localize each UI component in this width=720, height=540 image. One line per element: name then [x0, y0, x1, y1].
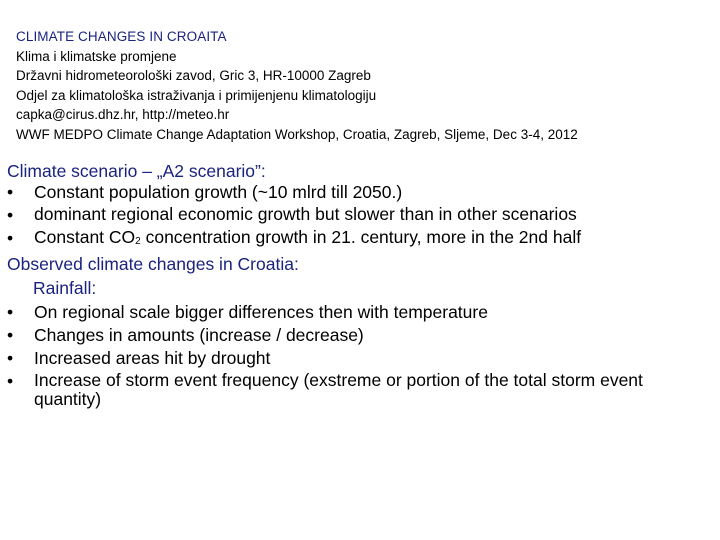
main-content — [7, 161, 707, 409]
list-item — [7, 302, 707, 323]
list-item — [7, 371, 707, 409]
list-item — [7, 205, 707, 226]
observed-bullet-amounts: Changes in amounts (increase / decrease) — [34, 325, 364, 345]
scenario-bullet-population: Constant population growth (~10 mlrd till 2050.) — [34, 182, 403, 202]
bullet-marker: • — [7, 302, 14, 322]
co2-prefix: Constant CO — [34, 227, 136, 247]
header-title: CLIMATE CHANGES IN CROAITA — [16, 29, 227, 44]
scenario-bullet-co2 — [34, 228, 707, 251]
co2-suffix: concentration growth in 21. century, more in the 2nd half — [140, 227, 582, 247]
scenario-bullet-economic: dominant regional economic growth but slower than in other scenarios — [34, 204, 577, 224]
list-item — [7, 348, 707, 369]
header-line-workshop: WWF MEDPO Climate Change Adaptation Workshop, Croatia, Zagreb, Sljeme, Dec 3-4, 2012 — [16, 126, 578, 142]
scenario-heading: Climate scenario – „A2 scenario”: — [7, 161, 266, 181]
rainfall-subheading: Rainfall: — [33, 278, 97, 298]
observed-bullet-drought: Increased areas hit by drought — [34, 348, 271, 368]
header-line-contact: capka@cirus.dhz.hr, http://meteo.hr — [16, 107, 230, 122]
header-line-institution: Državni hidrometeorološki zavod, Gric 3, HR-10000 Zagreb — [16, 68, 371, 83]
bullet-marker: • — [7, 371, 14, 391]
header-block — [16, 27, 578, 144]
header-line-department: Odjel za klimatološka istraživanja i primijenjenu klimatologiju — [16, 87, 377, 103]
list-item — [7, 325, 707, 346]
co2-subscript: 2 — [135, 236, 141, 247]
list-item — [7, 228, 707, 251]
observed-heading: Observed climate changes in Croatia: — [7, 254, 299, 274]
observed-bullet-regional: On regional scale bigger differences then with temperature — [34, 302, 488, 322]
bullet-marker: • — [7, 325, 14, 345]
list-item — [7, 182, 707, 203]
bullet-marker: • — [7, 228, 14, 248]
header-line-subtitle: Klima i klimatske promjene — [16, 48, 177, 64]
bullet-marker: • — [7, 205, 14, 225]
observed-bullet-storm: Increase of storm event frequency (exstreme or portion of the total storm event quantity) — [34, 370, 643, 409]
bullet-marker: • — [7, 182, 14, 202]
bullet-marker: • — [7, 348, 14, 368]
